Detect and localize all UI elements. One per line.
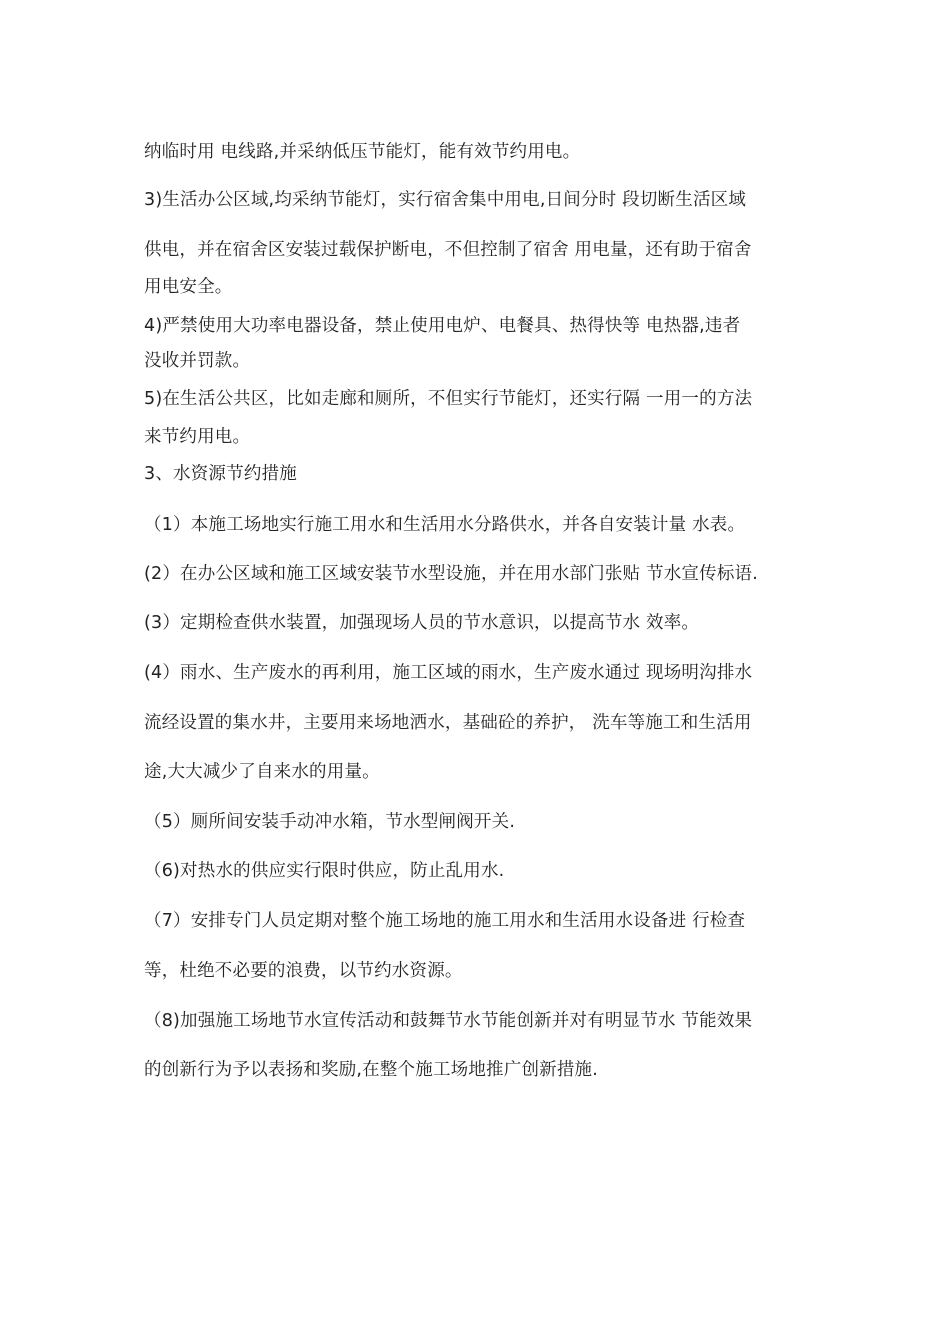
text-line-19: 等，杜绝不必要的浪费，以节约水资源。 xyxy=(144,961,463,981)
text-line-13: (4）雨水、生产废水的再利用，施工区域的雨水，生产废水通过 现场明沟排水 xyxy=(144,663,753,683)
section-heading-water: 3、水资源节约措施 xyxy=(144,464,297,484)
text-line-4: 用电安全。 xyxy=(144,277,233,297)
text-line-16: （5）厕所间安装手动冲水箱，节水型闸阀开关. xyxy=(144,812,516,832)
text-line-21: 的创新行为予以表扬和奖励,在整个施工场地推广创新措施. xyxy=(144,1060,599,1080)
text-line-11: (2）在办公区域和施工区域安装节水型设施，并在用水部门张贴 节水宣传标语. xyxy=(144,564,758,584)
text-line-14: 流经设置的集水井，主要用来场地洒水，基础砼的养护， 洗车等施工和生活用 xyxy=(144,713,752,733)
text-line-10: （1）本施工场地实行施工用水和生活用水分路供水，并各自安装计量 水表。 xyxy=(144,515,746,535)
text-line-15: 途,大大减少了自来水的用量。 xyxy=(144,762,380,782)
text-line-8: 来节约用电。 xyxy=(144,427,251,447)
text-line-7: 5)在生活公共区，比如走廊和厕所，不但实行节能灯，还实行隔 一用一的方法 xyxy=(144,389,753,409)
text-line-20: （8)加强施工场地节水宣传活动和鼓舞节水节能创新并对有明显节水 节能效果 xyxy=(144,1011,753,1031)
text-line-6: 没收并罚款。 xyxy=(144,351,251,371)
text-line-5: 4)严禁使用大功率电器设备，禁止使用电炉、电餐具、热得快等 电热器,违者 xyxy=(144,316,741,336)
text-line-17: （6)对热水的供应实行限时供应，防止乱用水. xyxy=(144,861,505,881)
text-line-18: （7）安排专门人员定期对整个施工场地的施工用水和生活用水设备进 行检查 xyxy=(144,911,746,931)
text-line-1: 纳临时用 电线路,并采纳低压节能灯，能有效节约用电。 xyxy=(144,142,581,162)
text-line-3: 供电，并在宿舍区安装过载保护断电，不但控制了宿舍 用电量，还有助于宿舍 xyxy=(144,240,752,260)
text-line-12: (3）定期检查供水装置，加强现场人员的节水意识，以提高节水 效率。 xyxy=(144,613,700,633)
text-line-2: 3)生活办公区域,均采纳节能灯，实行宿舍集中用电,日间分时 段切断生活区域 xyxy=(144,190,747,210)
